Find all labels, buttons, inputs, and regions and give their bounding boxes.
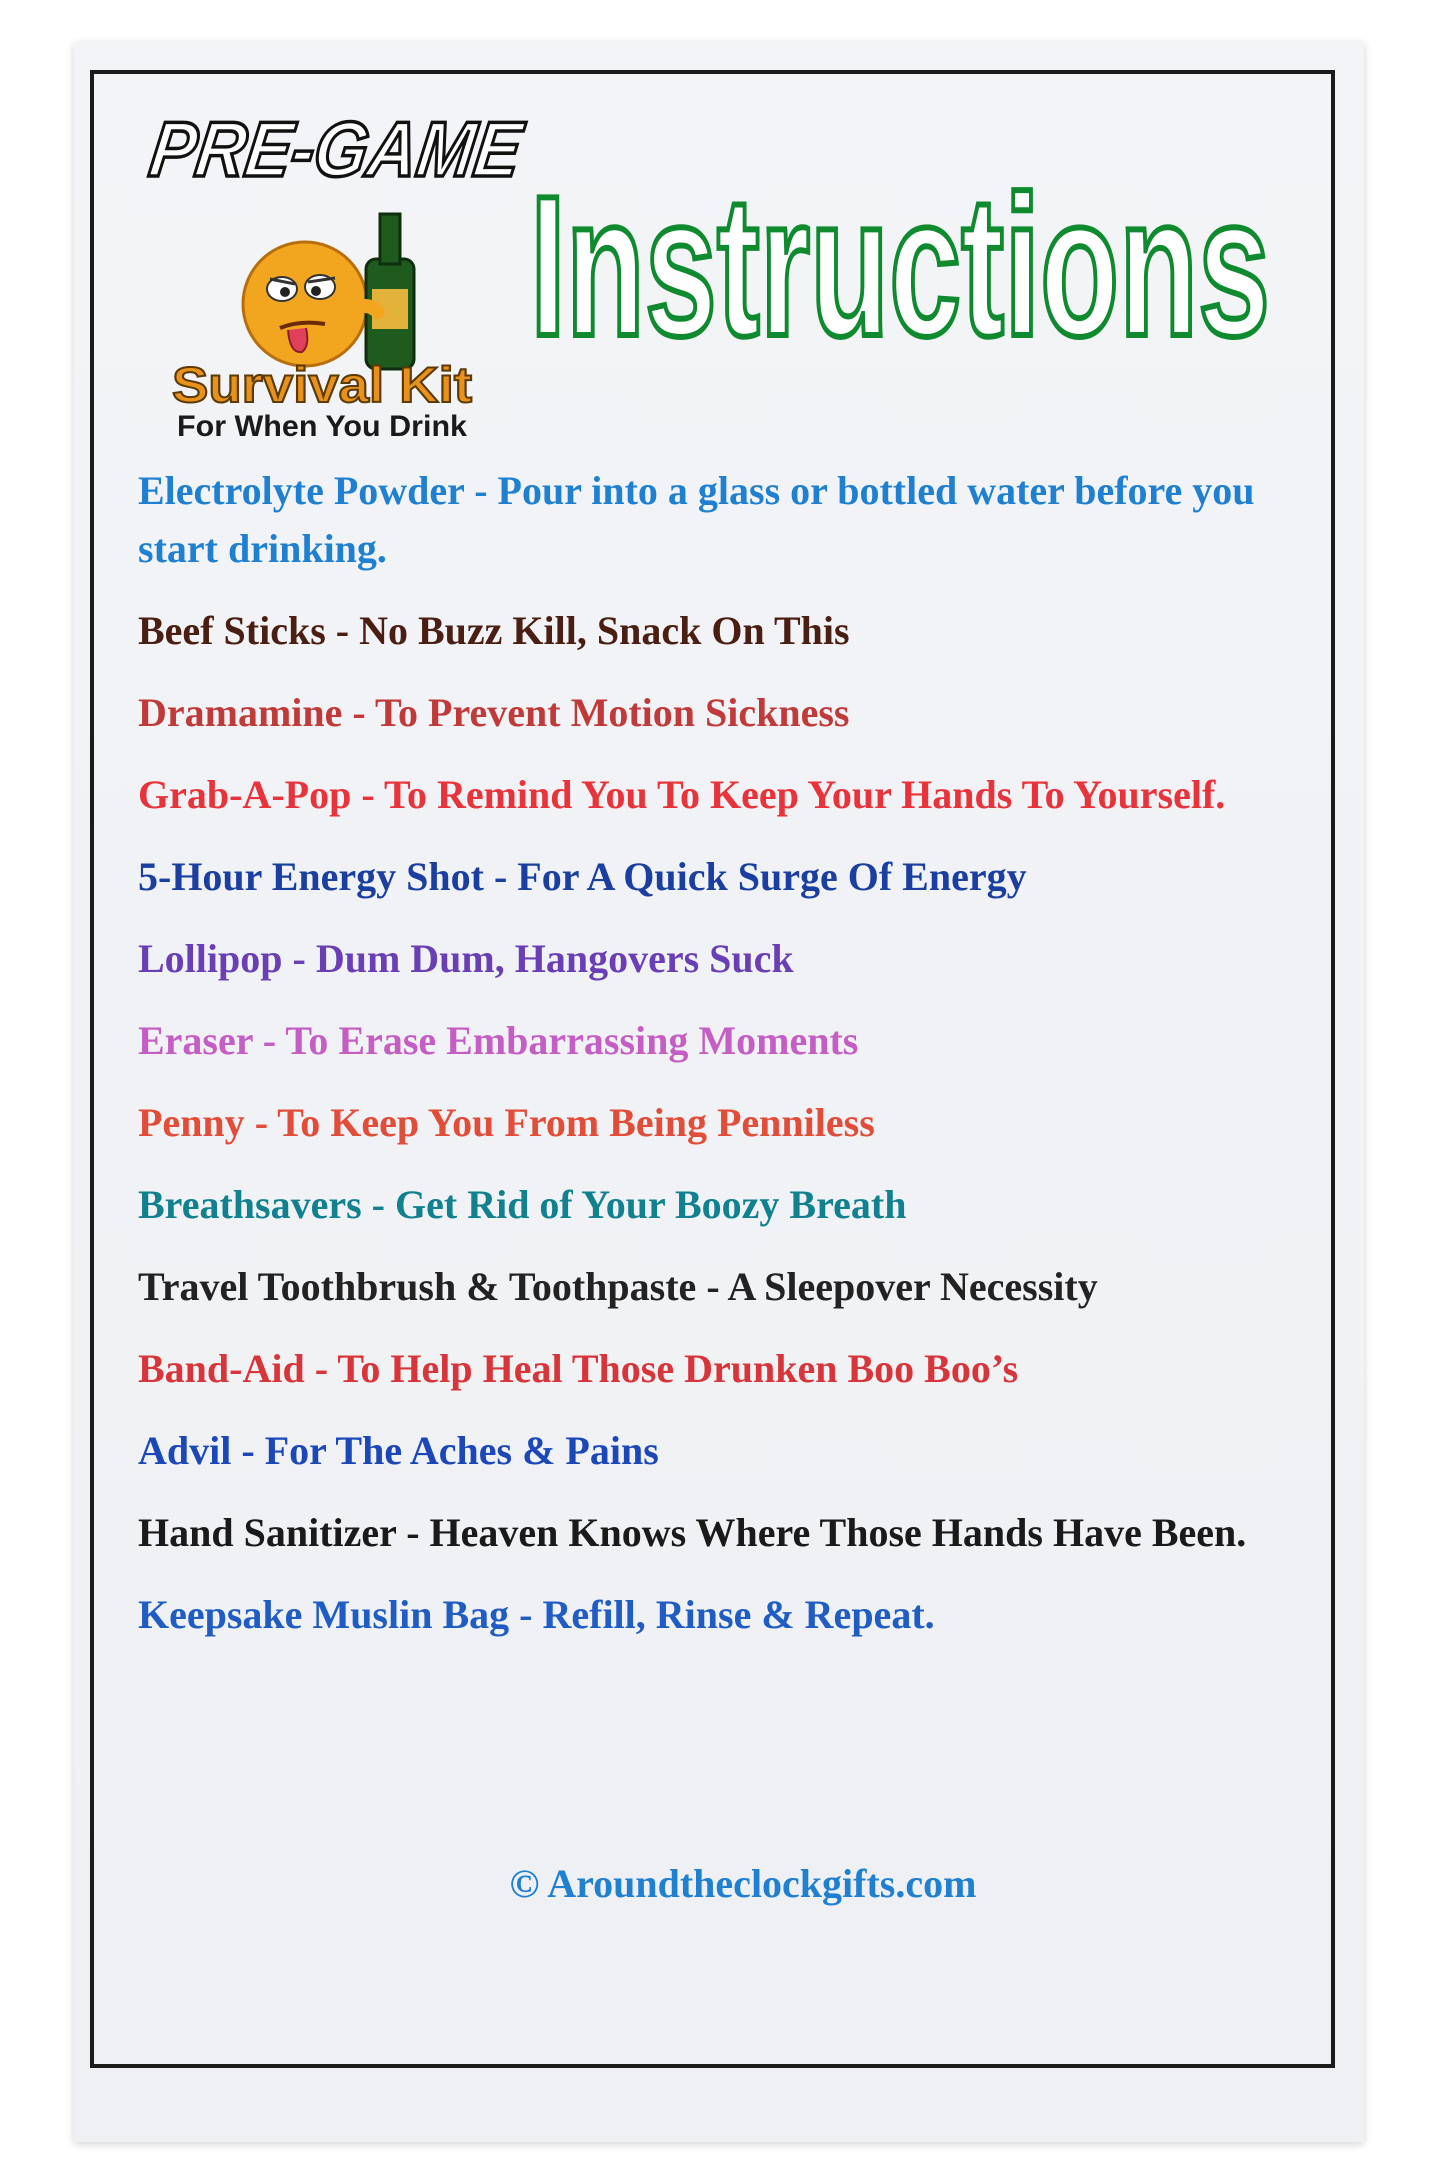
item-name: Eraser (138, 1018, 253, 1063)
item-separator (351, 772, 384, 817)
item-name: Lollipop (138, 936, 283, 981)
item-name: Electrolyte Powder (138, 468, 465, 513)
instruction-item (138, 602, 1288, 660)
item-name: Breathsavers (138, 1182, 362, 1227)
logo-survival-kit-text: Survival Kit (172, 357, 473, 413)
item-name: Keepsake Muslin Bag (138, 1592, 510, 1637)
item-description: Refill, Rinse & Repeat. (542, 1592, 935, 1637)
copyright-footer: © Aroundtheclockgifts.com (509, 1861, 977, 1906)
item-name: Advil (138, 1428, 232, 1473)
instruction-item (138, 848, 1288, 906)
item-separator (484, 854, 517, 899)
item-description: No Buzz Kill, Snack On This (359, 608, 850, 653)
instruction-item (138, 1258, 1288, 1316)
instruction-item (138, 684, 1288, 742)
item-description: For A Quick Surge Of Energy (517, 854, 1027, 899)
item-separator (396, 1510, 429, 1555)
item-separator (509, 1592, 542, 1637)
item-separator (245, 1100, 278, 1145)
instructions-title (520, 150, 1280, 380)
item-description: To Erase Embarrassing Moments (285, 1018, 859, 1063)
instruction-item (138, 766, 1288, 824)
item-separator (342, 690, 375, 735)
item-separator (696, 1264, 727, 1309)
item-name: Penny (138, 1100, 245, 1145)
item-separator (362, 1182, 395, 1227)
instruction-list (138, 462, 1288, 1668)
instruction-item (138, 1094, 1288, 1152)
instruction-item (138, 1340, 1288, 1398)
item-name: Band-Aid (138, 1346, 305, 1391)
instruction-item (138, 1176, 1288, 1234)
logo-pre-game-text: PRE-GAME (144, 105, 578, 193)
instruction-item (138, 1012, 1288, 1070)
instruction-item (138, 1586, 1288, 1644)
item-separator (283, 936, 316, 981)
item-description: A Sleepover Necessity (727, 1264, 1098, 1309)
instruction-item (138, 1422, 1288, 1480)
pre-game-logo (130, 84, 578, 444)
item-name: Grab-A-Pop (138, 772, 352, 817)
item-separator (326, 608, 359, 653)
item-description: Get Rid of Your Boozy Breath (395, 1182, 907, 1227)
item-description: Heaven Knows Where Those Hands Have Been. (429, 1510, 1247, 1555)
item-separator (231, 1428, 264, 1473)
item-description: To Prevent Motion Sickness (375, 690, 850, 735)
item-description: Dum Dum, Hangovers Suck (315, 936, 794, 981)
item-separator (253, 1018, 286, 1063)
instruction-item (138, 462, 1288, 578)
item-separator (305, 1346, 338, 1391)
item-name: Hand Sanitizer (138, 1510, 397, 1555)
item-name: Travel Toothbrush & Toothpaste (138, 1264, 697, 1309)
instruction-item (138, 1504, 1288, 1562)
item-separator (464, 468, 497, 513)
item-description: To Remind You To Keep Your Hands To Yourself. (383, 772, 1226, 817)
item-name: 5-Hour Energy Shot (138, 854, 484, 899)
drunk-emoji-with-bottle-icon (243, 214, 414, 369)
item-description: Pour into a glass or bottled water before you start drinking. (138, 468, 1255, 571)
instruction-item (138, 930, 1288, 988)
item-description: To Help Heal Those Drunken Boo Boo’s (337, 1346, 1019, 1391)
item-name: Beef Sticks (138, 608, 326, 653)
item-description: For The Aches & Pains (264, 1428, 659, 1473)
instructions-title-text: Instructions (530, 155, 1270, 378)
logo-tagline-text: For When You Drink (177, 410, 468, 443)
item-name: Dramamine (138, 690, 343, 735)
item-description: To Keep You From Being Penniless (277, 1100, 875, 1145)
